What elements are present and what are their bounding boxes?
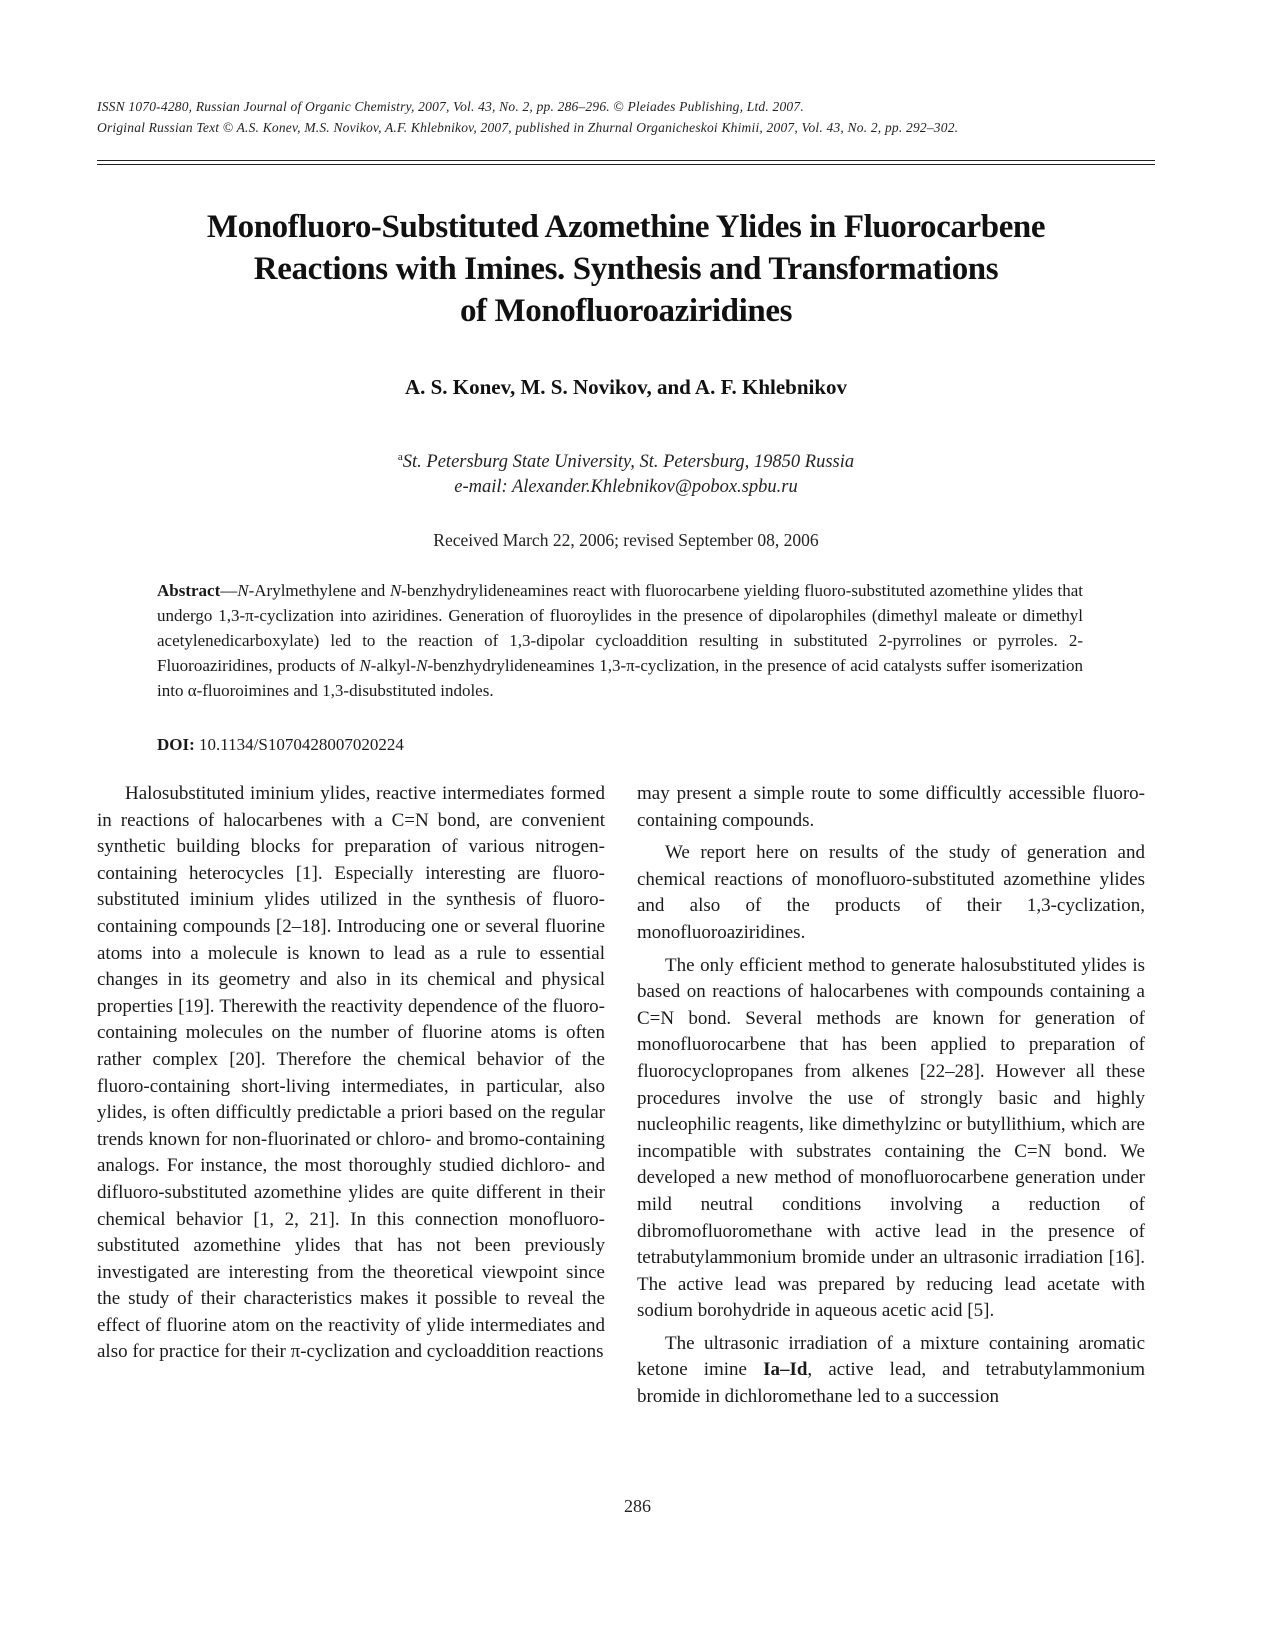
abstract-segment-4: -benzhydrylideneamines react with fluorocarbene yielding fluoro-substituted azomethine ylides that undergo 1,3-π-cyclization into aziridines. Generation of fluoroylides in the presence of dipolarophiles (dimethyl maleate or dimethyl acetylenedicarboxylate) led to the reaction of 1,3-dipolar cycloaddition resulting in substituted 2-pyrrolines or pyrroles. 2-Fluoroaziridines, products of xyxy=(157,581,1083,675)
affiliation-marker: a xyxy=(397,451,403,463)
header-citation: Russian Journal of Organic Chemistry, 2007, Vol. 43, No. 2, pp. 286–296. © Pleiades Publishing, Ltd. 2007. xyxy=(195,99,804,114)
header-issn: ISSN 1070-4280, xyxy=(97,99,196,114)
right-paragraph-3 xyxy=(637,1331,1145,1411)
body-column-left xyxy=(97,781,605,1366)
right-paragraph-continuation: may present a simple route to some difficultly accessible fluoro-containing compounds. xyxy=(637,783,1145,831)
abstract xyxy=(157,578,1083,703)
header-rule-bottom xyxy=(97,164,1155,165)
doi-label: DOI: xyxy=(157,735,195,754)
abstract-dash: — xyxy=(220,581,238,600)
affiliation-email: e-mail: Alexander.Khlebnikov@pobox.spbu.ru xyxy=(454,477,798,497)
doi xyxy=(157,735,404,755)
header-line-1 xyxy=(97,96,1155,117)
journal-header xyxy=(97,96,1155,138)
abstract-segment-8: -benzhydrylideneamines 1,3-π-cyclization, in the presence of acid catalysts suffer isomerization into α-fluoroimines and 1,3-disubstituted indoles. xyxy=(157,656,1083,700)
affiliation-line-1 xyxy=(97,445,1155,475)
title-line-2: Reactions with Imines. Synthesis and Transformations xyxy=(253,251,999,287)
affiliation-institution: St. Petersburg State University, St. Petersburg, 19850 Russia xyxy=(402,452,855,472)
abstract-n-italic-4: N xyxy=(416,656,428,675)
compound-label: Ia–Id xyxy=(763,1359,808,1381)
article-title xyxy=(97,206,1155,332)
left-paragraph-1: Halosubstituted iminium ylides, reactive intermediates formed in reactions of halocarbenes with a C=N bond, are convenient synthetic building blocks for preparation of various nitrogen-containing heterocycles [1]. Especially interesting are fluoro-substituted iminium ylides utilized in the synthesis of fluoro-containing compounds [2–18]. Introducing one or several fluorine atoms into a molecule is known to lead as a rule to essential changes in its geometry and also in its chemical and physical properties [19]. Therewith the reactivity dependence of the fluoro-containing molecules on the number of fluorine atoms is often rather complex [20]. Therefore the chemical behavior of the fluoro-containing short-living intermediates, in particular, also ylides, is often difficultly predictable a priori based on the regular trends known for non-fluorinated or chloro- and bromo-containing analogs. For instance, the most thoroughly studied dichloro- and difluoro-substituted azomethine ylides are quite different in their chemical behavior [1, 2, 21]. In this connection monofluoro-substituted azomethine ylides that has not been previously investigated are interesting from the theoretical viewpoint since the study of their characteristics makes it possible to reveal the effect of fluorine atom on the reactivity of ylide intermediates and also for practice for their π-cyclization and cycloaddition reactions xyxy=(97,783,605,1363)
received-dates: Received March 22, 2006; revised September 08, 2006 xyxy=(433,530,819,550)
right-paragraph-3-a: The ultrasonic irradiation of a mixture containing aromatic ketone imine xyxy=(637,1332,1145,1381)
right-paragraph-2: The only efficient method to generate halosubstituted ylides is based on reactions of halocarbenes with compounds containing a C=N bond. Several methods are known for generation of monofluorocarbene that has been applied to preparation of fluorocyclopropanes from alkenes [22–28]. However all these procedures involve the use of strongly basic and highly nucleophilic reagents, like dimethylzinc or butyllithium, which are incompatible with substrates containing the C=N bond. We developed a new method of monofluorocarbene generation under mild neutral conditions involving a reduction of dibromofluoromethane with active lead in the presence of tetrabutylammonium bromide under an ultrasonic irradiation [16]. The active lead was prepared by reducing lead acetate with sodium borohydride in aqueous acetic acid [5]. xyxy=(637,954,1145,1322)
abstract-n-italic-2: N xyxy=(389,581,402,600)
abstract-n-italic-3: N xyxy=(359,656,371,675)
article-authors: A. S. Konev, M. S. Novikov, and A. F. Khlebnikov xyxy=(404,375,848,399)
abstract-label: Abstract xyxy=(157,581,221,600)
title-line-1: Monofluoro-Substituted Azomethine Ylides in Fluorocarbene xyxy=(206,209,1046,245)
title-line-3: of Monofluoroaziridines xyxy=(459,293,793,329)
doi-value: 10.1134/S1070428007020224 xyxy=(194,735,404,754)
right-paragraph-1: We report here on results of the study of generation and chemical reactions of monofluoro-substituted azomethine ylides and also of the products of their 1,3-cyclization, monofluoroaziridines. xyxy=(637,842,1145,943)
right-paragraph-3-b: , active lead, and tetrabutylammonium bromide in dichloromethane led to a succession xyxy=(637,1359,1145,1408)
affiliation xyxy=(97,445,1155,500)
abstract-n-italic-1: N xyxy=(237,581,249,600)
body-column-right xyxy=(637,781,1145,1411)
abstract-text xyxy=(157,578,1083,703)
abstract-segment-6: -alkyl- xyxy=(370,656,417,675)
header-rule-top xyxy=(97,160,1155,161)
header-line-2: Original Russian Text © A.S. Konev, M.S. Novikov, A.F. Khlebnikov, 2007, published in Zhurnal Organicheskoi Khimii, 2007, Vol. 43, No. 2, pp. 292–302. xyxy=(97,120,959,135)
page-number: 286 xyxy=(624,1496,651,1516)
abstract-segment-2: -Arylmethylene and xyxy=(248,581,390,600)
